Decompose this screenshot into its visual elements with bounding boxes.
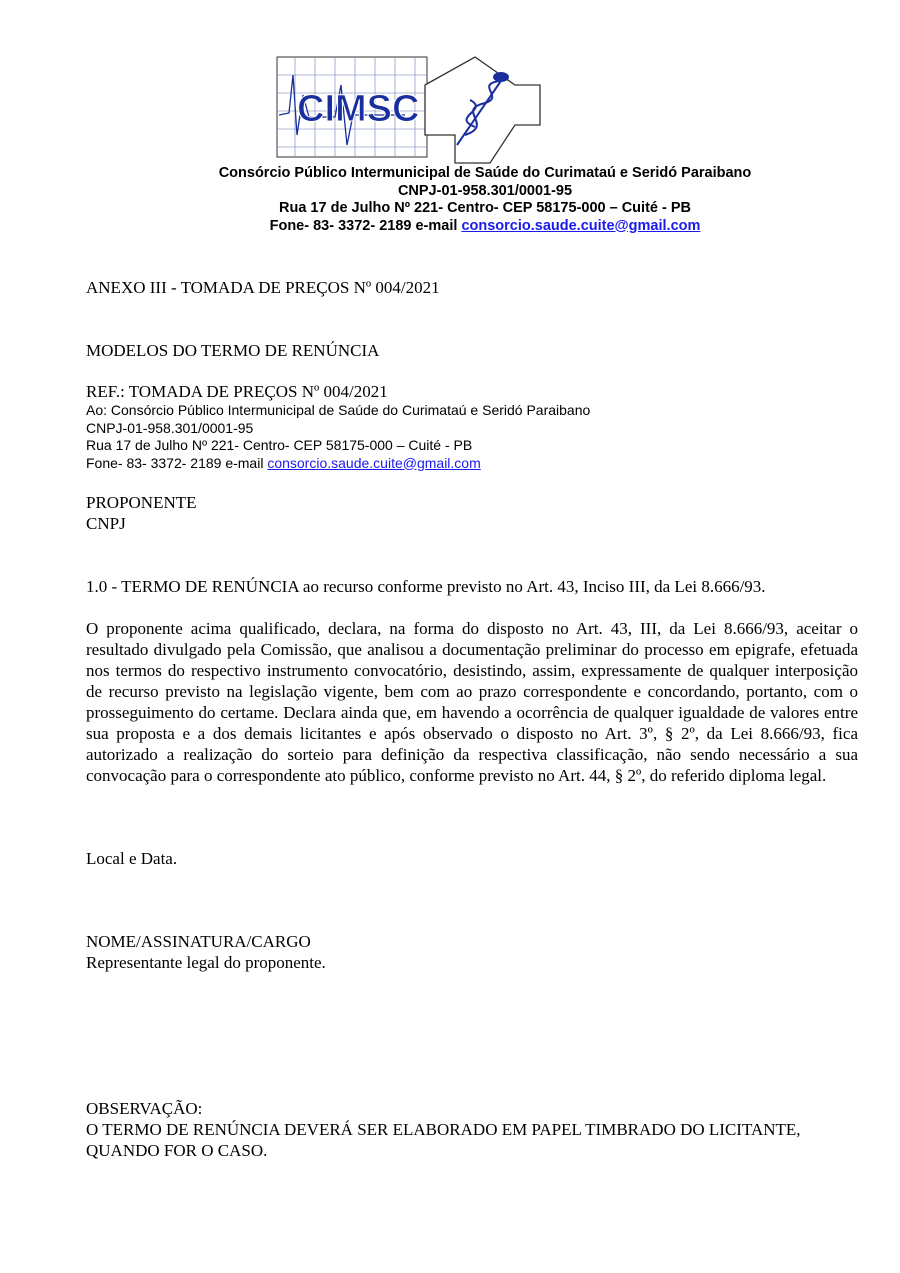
org-cnpj: CNPJ-01-958.301/0001-95 — [397, 182, 573, 199]
ref-to: Ao: Consórcio Público Intermunicipal de Saúde do Curimataú e Seridó Paraibano — [86, 402, 591, 418]
ref-contact — [86, 455, 858, 473]
ref-phone: Fone- 83- 3372- 2189 e-mail — [86, 454, 268, 471]
ref-line: REF.: TOMADA DE PREÇOS Nº 004/2021 — [86, 382, 388, 401]
ref-email-link[interactable]: consorcio.saude.cuite@gmail.com — [267, 454, 481, 471]
signature-title: NOME/ASSINATURA/CARGO — [86, 932, 311, 951]
proponent-label: PROPONENTE — [86, 493, 197, 512]
proponent-block — [86, 492, 858, 534]
signature-block — [86, 931, 858, 973]
letterhead — [0, 165, 900, 235]
org-phone: Fone- 83- 3372- 2189 e-mail — [269, 217, 462, 234]
observation-label: OBSERVAÇÃO: — [86, 1099, 203, 1118]
section-title: 1.0 - TERMO DE RENÚNCIA ao recurso conforme previsto no Art. 43, Inciso III, da Lei 8.666/93. — [86, 577, 766, 596]
signature-subtitle: Representante legal do proponente. — [86, 953, 326, 972]
org-address: Rua 17 de Julho Nº 221- Centro- CEP 58175-000 – Cuité - PB — [279, 200, 691, 216]
cimsc-logo — [275, 55, 543, 165]
ref-address: Rua 17 de Julho Nº 221- Centro- CEP 58175-000 – Cuité - PB — [86, 437, 473, 453]
proponent-cnpj: CNPJ — [86, 514, 126, 533]
annex-title: ANEXO III - TOMADA DE PREÇOS Nº 004/2021 — [86, 278, 440, 297]
org-name: Consórcio Público Intermunicipal de Saúde do Curimataú e Seridó Paraibano — [218, 165, 752, 181]
declaration-paragraph: O proponente acima qualificado, declara, na forma do disposto no Art. 43, III, da Lei 8.666/93, aceitar o resultado divulgado pela Comissão, que analisou a documentação preliminar do processo em epigrafe, efetuada nos termos do respectivo instrumento convocatório, desistindo, assim, expressamente de qualquer interposição de recurso previsto na legislação vigente, bem com ao prazo correspondente e concordando, portanto, com o prosseguimento do certame. Declara ainda que, em havendo a ocorrência de qualquer igualdade de valores entre sua proposta e a dos demais licitantes e após observado o disposto no Art. 3º, § 2º, da Lei 8.666/93, fica autorizado a realização do sorteio para definição da respectiva classificação, não sendo necessário a sua convocação para o correspondente ato público, conforme previsto no Art. 44, § 2º, do referido diploma legal. — [86, 619, 858, 785]
model-title: MODELOS DO TERMO DE RENÚNCIA — [86, 341, 380, 360]
ref-cnpj: CNPJ-01-958.301/0001-95 — [86, 419, 254, 436]
local-date: Local e Data. — [86, 849, 178, 868]
observation-text: O TERMO DE RENÚNCIA DEVERÁ SER ELABORADO EM PAPEL TIMBRADO DO LICITANTE, QUANDO FOR O CASO. — [86, 1120, 801, 1160]
ref-block — [86, 402, 858, 472]
logo-text: CIMSC — [297, 88, 420, 130]
observation-block — [86, 1098, 858, 1161]
org-email-link[interactable]: consorcio.saude.cuite@gmail.com — [461, 217, 701, 234]
org-contact — [0, 218, 900, 236]
